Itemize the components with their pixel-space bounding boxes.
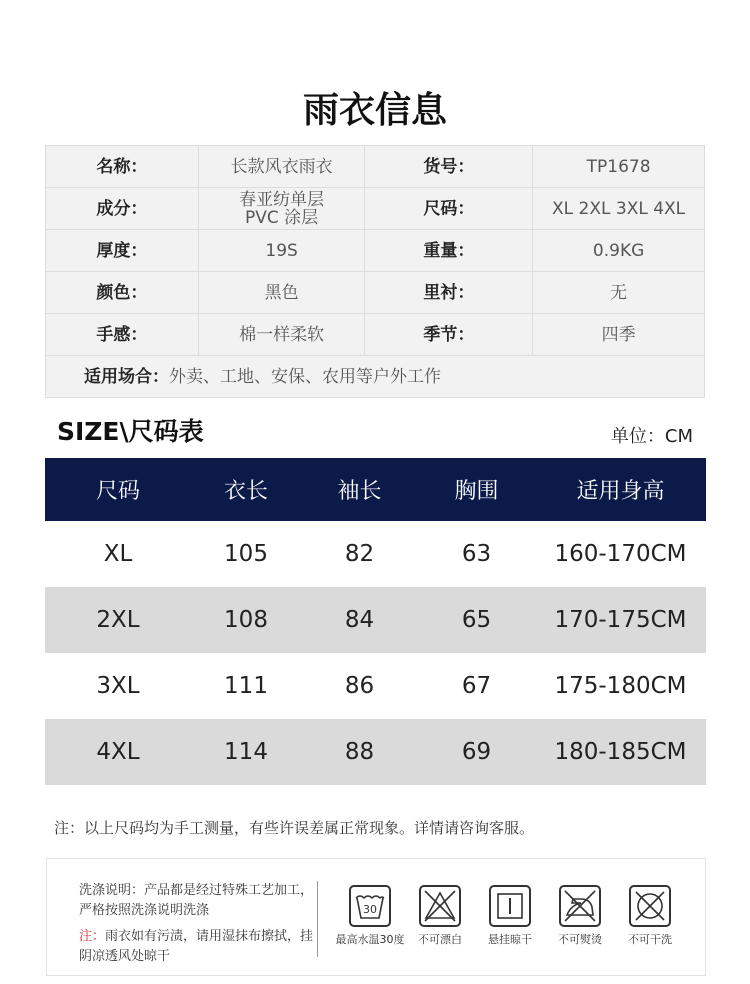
info-value-line: 春亚纺单层 xyxy=(239,189,325,210)
info-value-line: PVC 涂层 xyxy=(245,207,319,228)
care-icon-item xyxy=(545,885,615,947)
info-key: 颜色： xyxy=(46,272,199,314)
care-icon-label: 不可熨烫 xyxy=(558,933,602,946)
size-cell: 114 xyxy=(191,719,301,785)
occasion-label: 适用场合： xyxy=(84,366,169,387)
care-text xyxy=(79,881,319,967)
care-warning-text: 雨衣如有污渍，请用湿抹布擦拭，挂阴凉透风处晾干 xyxy=(79,929,314,964)
info-value: XL 2XL 3XL 4XL xyxy=(533,188,705,230)
size-cell: 111 xyxy=(224,673,268,699)
table-row xyxy=(45,521,706,587)
info-key: 尺码： xyxy=(365,188,533,230)
size-chart-table xyxy=(45,458,706,785)
info-row xyxy=(46,272,705,314)
care-icon-label: 最高水温30度 xyxy=(335,933,405,946)
size-header-cell: 尺码 xyxy=(45,458,191,521)
info-row-occasion xyxy=(46,356,705,398)
care-icons xyxy=(335,885,685,947)
occasion-value: 外卖、工地、安保、农用等户外工作 xyxy=(169,366,441,387)
care-warning xyxy=(79,927,319,967)
info-key: 厚度： xyxy=(46,230,199,272)
measurement-note: 注：以上尺码均为手工测量，有些许误差属正常现象。详情请咨询客服。 xyxy=(54,819,535,837)
info-value: 四季 xyxy=(533,314,705,356)
care-icon-label: 不可漂白 xyxy=(418,933,462,946)
size-cell: 170-175CM xyxy=(535,587,706,653)
no-bleach-icon xyxy=(419,885,461,927)
wash-temp-text: 30 xyxy=(363,903,377,916)
size-cell: 108 xyxy=(191,587,301,653)
info-value: 无 xyxy=(533,272,705,314)
info-value: 黑色 xyxy=(198,272,365,314)
hang-dry-icon xyxy=(489,885,531,927)
page-title: 雨衣信息 xyxy=(302,89,447,131)
table-row xyxy=(45,719,706,785)
care-warning-prefix: 注： xyxy=(79,929,106,944)
info-row xyxy=(46,188,705,230)
size-cell: 67 xyxy=(461,673,492,699)
size-cell: 86 xyxy=(344,673,375,699)
size-cell: 65 xyxy=(418,587,535,653)
size-cell: 180-185CM xyxy=(535,719,706,785)
size-header-cell: 胸围 xyxy=(418,458,535,521)
info-value: TP1678 xyxy=(533,146,705,188)
size-chart-unit: 单位：CM xyxy=(610,426,693,447)
size-cell: 2XL xyxy=(45,587,191,653)
info-key: 季节： xyxy=(365,314,533,356)
care-instructions-box xyxy=(46,858,706,976)
size-cell: 3XL xyxy=(96,673,140,699)
care-icon-label: 不可干洗 xyxy=(628,933,672,946)
size-header-row xyxy=(45,458,706,521)
care-icon-item xyxy=(475,885,545,947)
size-cell: 88 xyxy=(301,719,418,785)
care-icon-item xyxy=(615,885,685,947)
wash-30-icon xyxy=(349,885,391,927)
info-value: 0.9KG xyxy=(533,230,705,272)
care-icon-label: 悬挂晾干 xyxy=(488,933,532,946)
info-value: 长款风衣雨衣 xyxy=(198,146,365,188)
size-cell: 69 xyxy=(418,719,535,785)
info-key: 成分： xyxy=(46,188,199,230)
care-icon-item xyxy=(405,885,475,947)
info-value xyxy=(198,188,365,230)
info-key: 手感： xyxy=(46,314,199,356)
size-cell: 4XL xyxy=(45,719,191,785)
size-header-cell: 袖长 xyxy=(301,458,418,521)
size-cell: 84 xyxy=(301,587,418,653)
info-key: 名称： xyxy=(46,146,199,188)
size-header-cell: 衣长 xyxy=(191,458,301,521)
info-value: 棉一样柔软 xyxy=(198,314,365,356)
info-key: 里衬： xyxy=(365,272,533,314)
info-key: 货号： xyxy=(365,146,533,188)
size-cell: 160-170CM xyxy=(554,541,687,567)
table-row xyxy=(45,653,706,719)
no-dry-clean-icon xyxy=(629,885,671,927)
info-value: 19S xyxy=(198,230,365,272)
occasion-cell xyxy=(46,356,705,398)
care-description: 洗涤说明：产品都是经过特殊工艺加工，严格按照洗涤说明洗涤 xyxy=(79,883,314,918)
size-chart-title: SIZE\尺码表 xyxy=(57,417,204,446)
info-row xyxy=(46,314,705,356)
info-row xyxy=(46,230,705,272)
size-cell: XL xyxy=(103,541,133,567)
size-cell: 82 xyxy=(344,541,375,567)
info-key: 重量： xyxy=(365,230,533,272)
size-cell: 105 xyxy=(224,541,268,567)
size-cell: 175-180CM xyxy=(554,673,687,699)
product-info-table xyxy=(45,145,705,398)
no-iron-icon xyxy=(559,885,601,927)
table-row xyxy=(45,587,706,653)
care-icon-item xyxy=(335,885,405,947)
size-header-cell: 适用身高 xyxy=(535,458,706,521)
size-cell: 63 xyxy=(461,541,492,567)
care-divider xyxy=(317,881,318,957)
info-row xyxy=(46,146,705,188)
